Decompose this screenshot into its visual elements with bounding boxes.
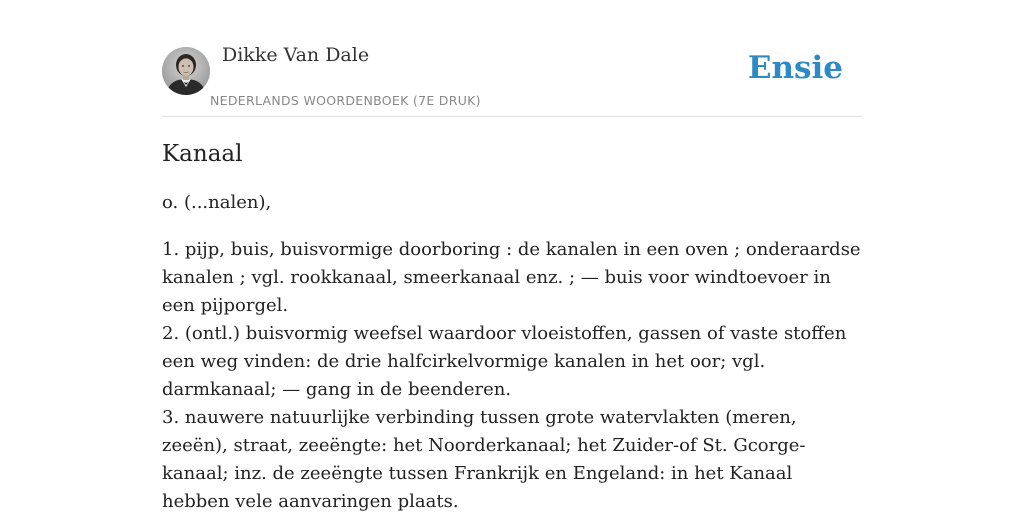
definition-item: 2. (ontl.) buisvormig weefsel waardoor vloeistoffen, gassen of vaste stoffen een weg vinden: de drie halfcirkelvormige kanalen in het oor; vgl. darmkanaal; — gang in de beenderen. — [162, 323, 847, 400]
entry-title: Kanaal — [162, 141, 243, 167]
definition-item: 3. nauwere natuurlijke verbinding tussen grote watervlakten (meren, zeeën), straat, zeeëngte: het Noorderkanaal; het Zuider-of St. Gcorge-kanaal; inz. de zeeëngte tussen Frankrijk en Engeland: in het Kanaal hebben vele aanvaringen plaats. — [162, 407, 806, 512]
source-name[interactable]: Dikke Van Dale — [222, 44, 370, 66]
brand-logo[interactable]: Ensie — [747, 50, 843, 86]
definition-list — [162, 236, 862, 512]
entry-content — [162, 139, 862, 512]
author-portrait[interactable] — [162, 47, 210, 95]
entry-grammar: o. (...nalen), — [162, 192, 272, 213]
portrait-image — [162, 47, 210, 95]
definition-item: 1. pijp, buis, buisvormige doorboring : de kanalen in een oven ; onderaardse kanalen ; vgl. rookkanaal, smeerkanaal enz. ; — buis voor windtoevoer in een pijporgel. — [162, 239, 861, 316]
page-header — [162, 0, 862, 117]
source-subtitle: NEDERLANDS WOORDENBOEK (7E DRUK) — [210, 93, 481, 108]
